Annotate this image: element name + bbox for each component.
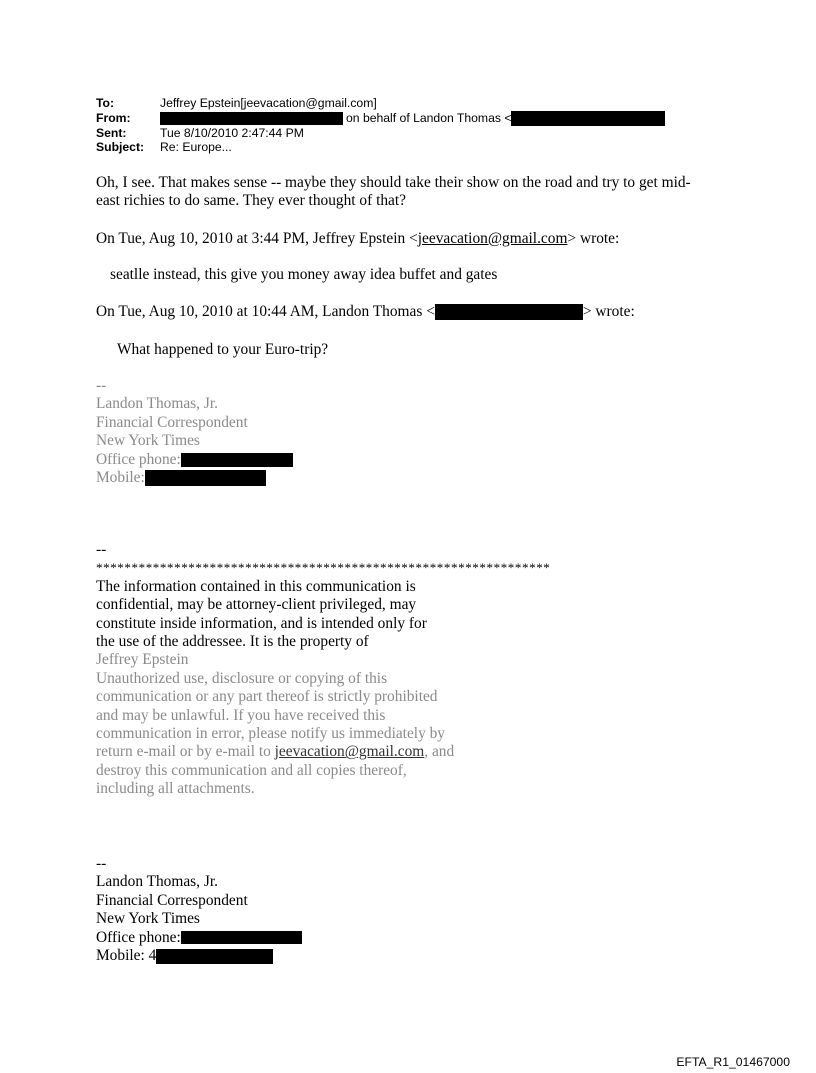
sent-row bbox=[96, 126, 665, 141]
quote2-suffix: > wrote: bbox=[582, 303, 635, 320]
signature-name: Landon Thomas, Jr. bbox=[96, 873, 218, 891]
office-label: Office phone: bbox=[96, 928, 181, 946]
disclaimer bbox=[96, 541, 550, 799]
disclaimer-line: communication or any part thereof is strictly prohibited bbox=[96, 688, 438, 706]
to-row bbox=[96, 96, 665, 111]
signature-mobile-row bbox=[96, 469, 293, 487]
redaction-box bbox=[156, 949, 273, 964]
subject-row bbox=[96, 140, 665, 155]
signature-org: New York Times bbox=[96, 432, 200, 450]
redaction-box bbox=[160, 112, 343, 125]
subject-label: Subject: bbox=[96, 140, 145, 154]
email-header bbox=[96, 96, 665, 155]
from-value: on behalf of Landon Thomas < bbox=[346, 110, 512, 125]
redaction-box bbox=[145, 470, 266, 486]
from-value-wrap bbox=[160, 111, 665, 126]
disclaimer-line bbox=[96, 743, 550, 761]
subject-value: Re: Europe... bbox=[160, 140, 232, 154]
quote1-email-link[interactable]: jeevacation@gmail.com bbox=[417, 230, 568, 247]
quoted-signature bbox=[96, 377, 293, 487]
signature-title: Financial Correspondent bbox=[96, 891, 248, 909]
disclaimer-line: Unauthorized use, disclosure or copying of this bbox=[96, 669, 388, 687]
disclaimer-dashes: -- bbox=[96, 541, 107, 558]
office-label: Office phone: bbox=[96, 450, 181, 468]
quote1-attribution bbox=[96, 230, 619, 248]
signature-title: Financial Correspondent bbox=[96, 413, 248, 431]
quote1-suffix: > wrote: bbox=[567, 230, 620, 247]
disclaimer-line: confidential, may be attorney-client privileged, may bbox=[96, 596, 417, 614]
sender-signature bbox=[96, 855, 302, 965]
quote2-text: What happened to your Euro-trip? bbox=[117, 341, 329, 358]
quote1-text: seatlle instead, this give you money away idea buffet and gates bbox=[110, 266, 498, 283]
disclaimer-line: Jeffrey Epstein bbox=[96, 651, 189, 669]
disclaimer-email-link[interactable]: jeevacation@gmail.com bbox=[274, 743, 425, 761]
redaction-box bbox=[435, 304, 583, 320]
to-value: Jeffrey Epstein[jeevacation@gmail.com] bbox=[160, 96, 377, 110]
disclaimer-line: including all attachments. bbox=[96, 780, 255, 798]
from-row bbox=[96, 111, 665, 126]
quote1-prefix: On Tue, Aug 10, 2010 at 3:44 PM, Jeffrey Epstein < bbox=[96, 230, 418, 247]
disclaimer-line: communication in error, please notify us immediately by bbox=[96, 725, 446, 743]
signature-office-row bbox=[96, 929, 302, 947]
disclaimer-stars: **************************************************************** bbox=[96, 560, 551, 576]
disclaimer-line: destroy this communication and all copies thereof, bbox=[96, 761, 407, 779]
signature-dashes: -- bbox=[96, 855, 107, 872]
signature-mobile-row bbox=[96, 947, 302, 965]
mobile-label: Mobile: bbox=[96, 469, 145, 487]
signature-dashes: -- bbox=[96, 377, 107, 394]
sent-label: Sent: bbox=[96, 125, 127, 140]
disclaimer-line: constitute inside information, and is intended only for bbox=[96, 614, 427, 632]
reply-body bbox=[96, 174, 691, 211]
document-id: EFTA_R1_01467000 bbox=[676, 1055, 790, 1069]
disclaimer-line10-prefix: return e-mail or by e-mail to bbox=[96, 743, 275, 761]
from-label: From: bbox=[96, 110, 131, 125]
reply-line: east richies to do same. They ever thought of that? bbox=[96, 192, 406, 210]
disclaimer-line10-suffix: , and bbox=[424, 743, 455, 761]
to-label: To: bbox=[96, 96, 115, 110]
redaction-box bbox=[181, 453, 293, 467]
redaction-box bbox=[181, 931, 302, 944]
signature-name: Landon Thomas, Jr. bbox=[96, 395, 218, 413]
disclaimer-line: The information contained in this communication is bbox=[96, 577, 416, 595]
redaction-box bbox=[511, 111, 665, 126]
sent-value: Tue 8/10/2010 2:47:44 PM bbox=[160, 125, 304, 140]
mobile-label: Mobile: 4 bbox=[96, 947, 157, 965]
quote2-attribution bbox=[96, 303, 635, 321]
signature-org: New York Times bbox=[96, 910, 200, 928]
signature-office-row bbox=[96, 451, 293, 469]
disclaimer-line: and may be unlawful. If you have received this bbox=[96, 706, 386, 724]
disclaimer-line: the use of the addressee. It is the property of bbox=[96, 633, 369, 651]
reply-line: Oh, I see. That makes sense -- maybe they should take their show on the road and try to get mid- bbox=[96, 174, 691, 191]
quote2-prefix: On Tue, Aug 10, 2010 at 10:44 AM, Landon Thomas < bbox=[96, 303, 435, 320]
